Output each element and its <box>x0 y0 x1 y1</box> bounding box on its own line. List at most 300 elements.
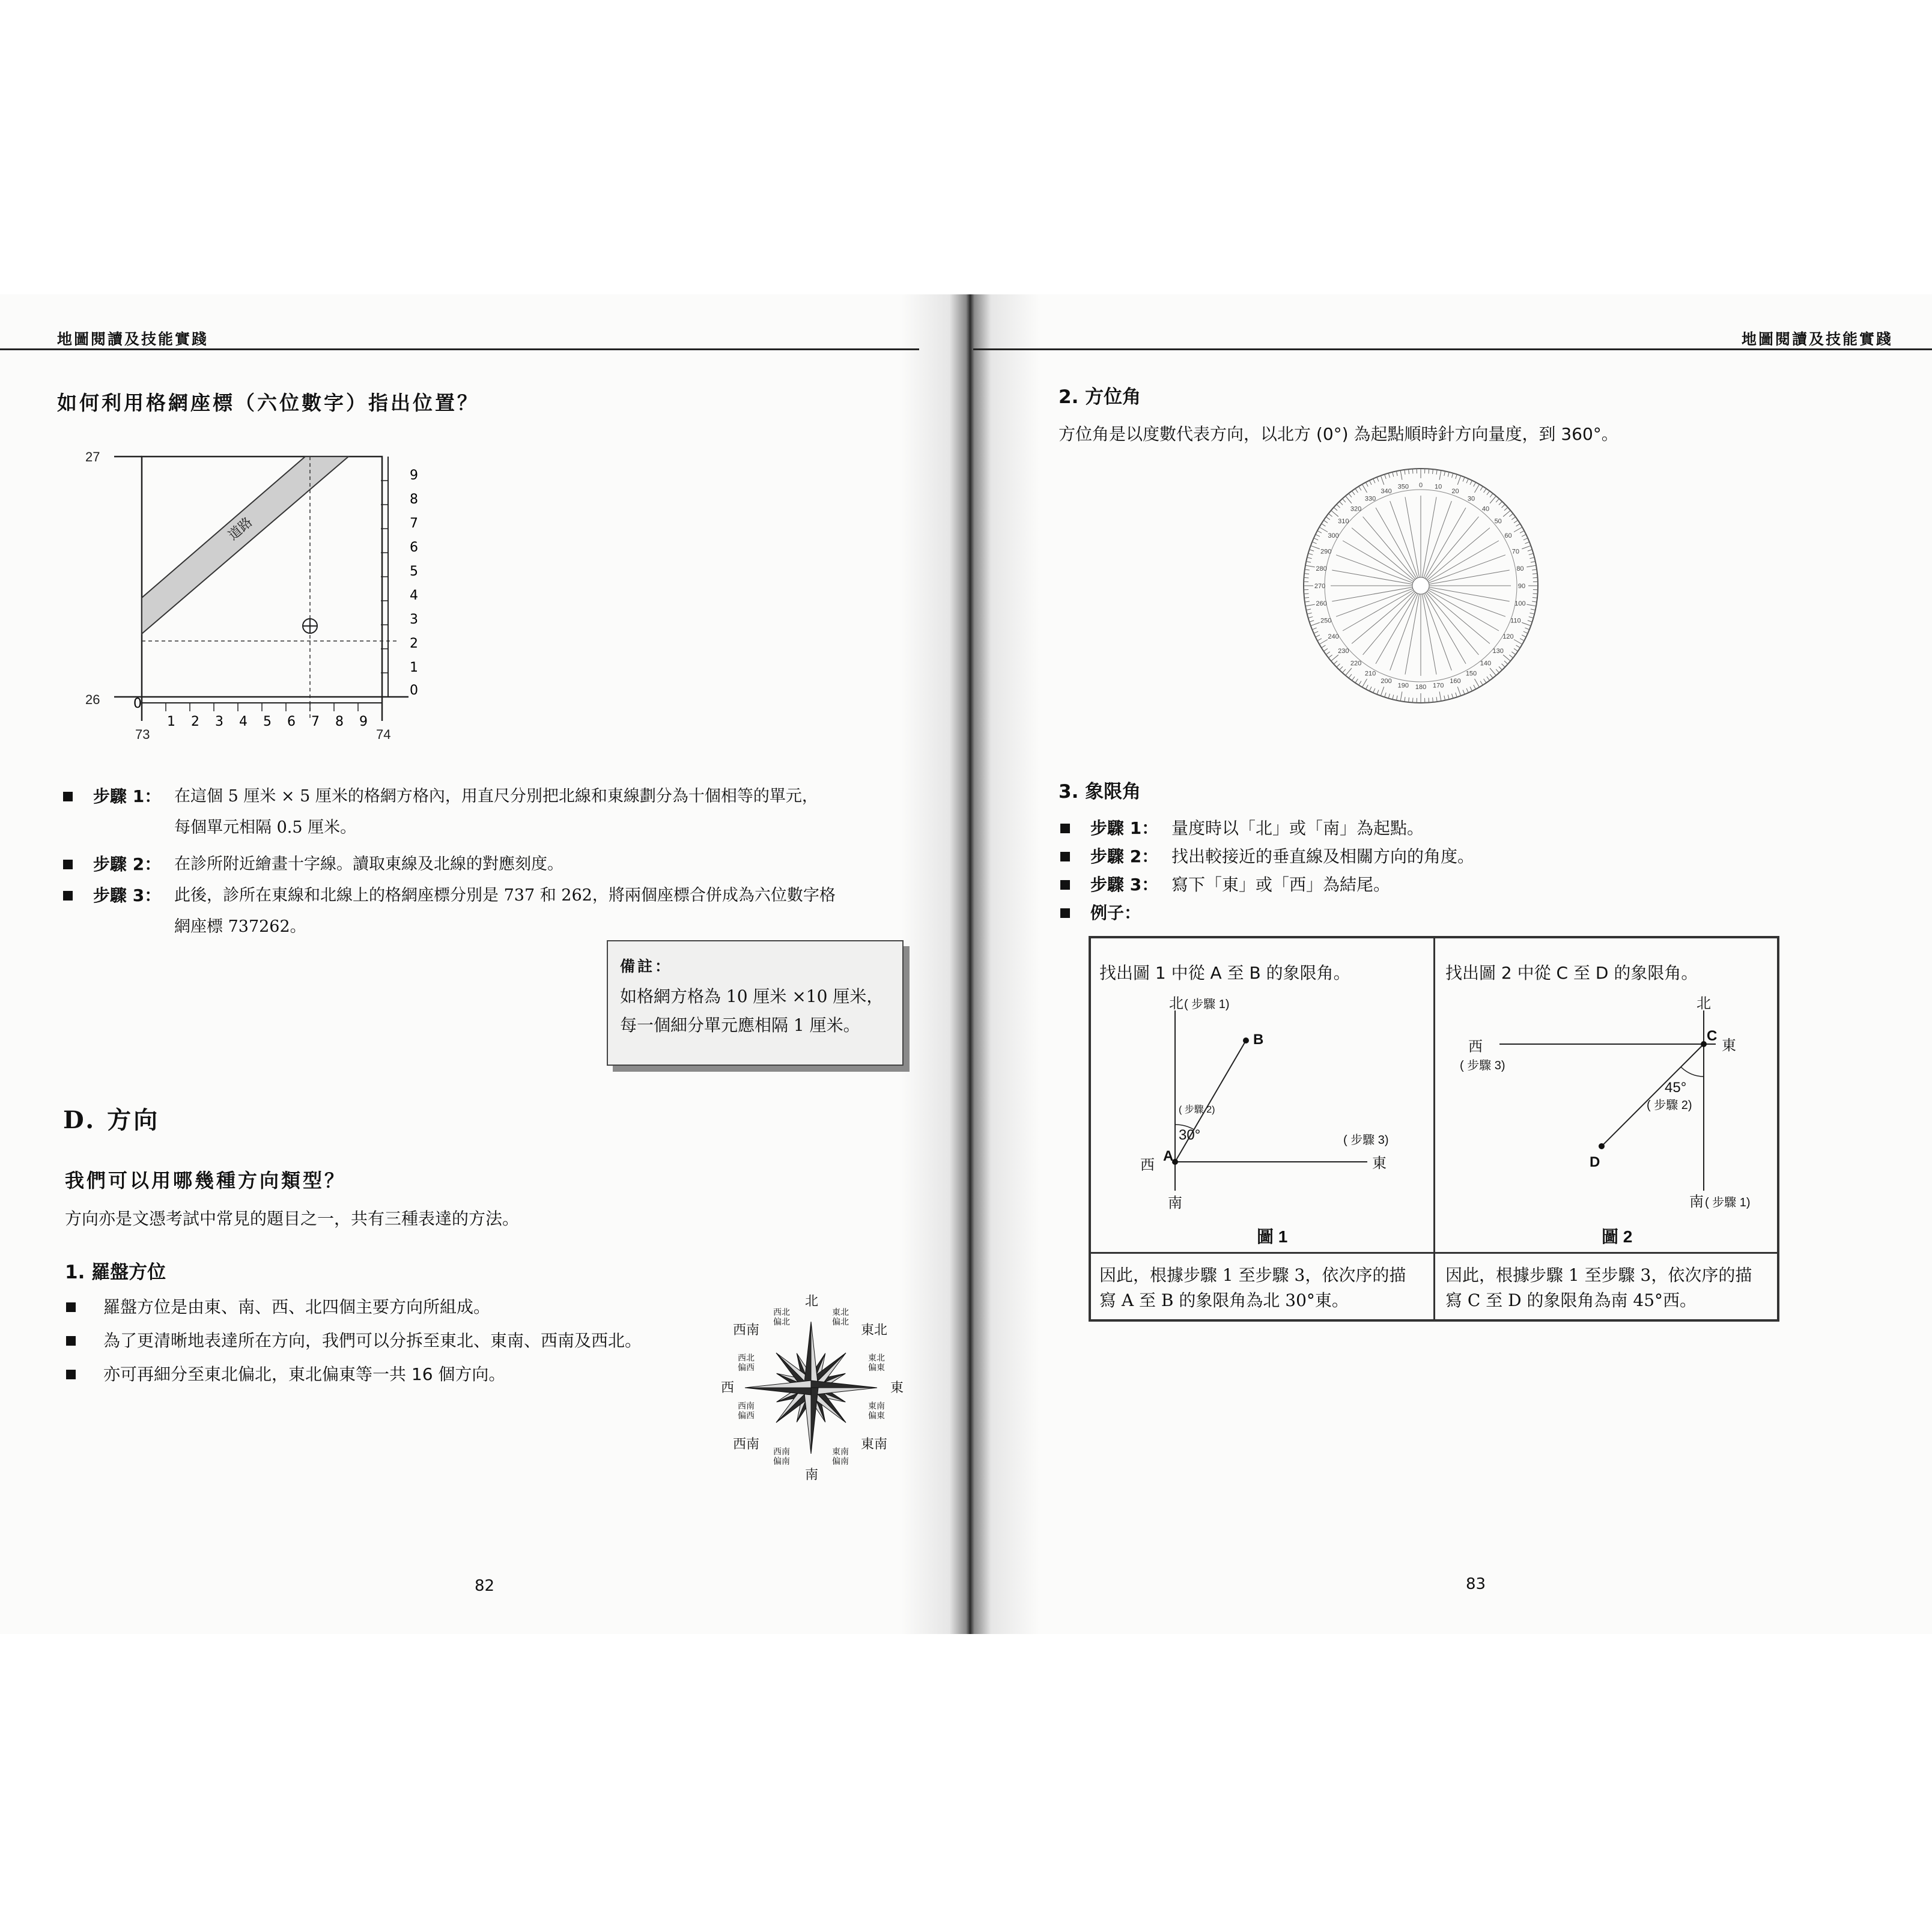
protractor-tick <box>1317 639 1322 641</box>
protractor-tick <box>1509 655 1513 658</box>
protractor-tick <box>1305 565 1315 567</box>
protractor-tick <box>1370 481 1372 485</box>
protractor-tick <box>1317 530 1322 533</box>
protractor-tick <box>1523 631 1528 633</box>
protractor-tick <box>1352 491 1355 494</box>
protractor-tick <box>1319 527 1328 532</box>
protractor-tick <box>1439 691 1441 701</box>
protractor-label: 120 <box>1502 633 1514 640</box>
protractor-tick <box>1463 690 1465 694</box>
compass-sse-1: 東南 <box>832 1447 849 1456</box>
protractor-tick <box>1326 652 1329 655</box>
protractor-label: 190 <box>1397 682 1409 690</box>
protractor-tick <box>1400 470 1402 480</box>
x-tick-label: 9 <box>359 714 368 729</box>
protractor-tick <box>1528 621 1533 622</box>
protractor-tick <box>1439 470 1441 480</box>
protractor-tick <box>1484 679 1486 683</box>
protractor-tick <box>1516 524 1520 526</box>
page-number-right: 83 <box>1466 1575 1486 1593</box>
protractor-tick <box>1474 482 1476 487</box>
quadrant-bullet <box>1060 852 1070 861</box>
quadrant-step-text: 量度時以「北」或「南」為起點。 <box>1171 818 1424 838</box>
example-1-title: 找出圖 1 中從 A 至 B 的象限角。 <box>1099 963 1350 983</box>
protractor-tick <box>1393 472 1394 477</box>
protractor-tick <box>1456 475 1457 479</box>
note-box <box>607 940 904 1066</box>
fig2-west: 西 <box>1468 1039 1483 1055</box>
fig2-point-d: D <box>1590 1154 1600 1170</box>
protractor-label: 210 <box>1364 670 1376 678</box>
protractor-tick <box>1436 470 1437 475</box>
direction-question: 我們可以用哪幾種方向類型？ <box>65 1169 347 1192</box>
protractor-tick <box>1373 479 1375 483</box>
fig2-north: 北 <box>1697 995 1711 1012</box>
road-band <box>142 457 348 634</box>
step-text <box>174 781 818 843</box>
protractor-tick <box>1343 669 1346 673</box>
protractor-tick <box>1526 565 1536 567</box>
protractor-tick <box>1523 538 1528 540</box>
fig1-west: 西 <box>1140 1157 1155 1173</box>
protractor-tick <box>1475 679 1480 687</box>
quadrant-step-label: 步驟 1： <box>1090 818 1159 838</box>
rose-point-dark <box>804 1322 811 1388</box>
protractor-tick <box>1457 687 1460 696</box>
compass-bullet-text: 為了更清晰地表達所在方向，我們可以分拆至東北、東南、西南及西北。 <box>103 1331 642 1350</box>
protractor-tick <box>1388 694 1390 699</box>
fig1-point-a: A <box>1163 1148 1174 1164</box>
protractor-tick <box>1334 508 1337 511</box>
protractor-tick <box>1306 561 1311 562</box>
compass-bullet-mark <box>66 1302 76 1312</box>
fig1-south: 南 <box>1168 1195 1182 1211</box>
rose-point-light <box>804 1388 811 1454</box>
quadrant-step-text: 寫下「東」或「西」為結尾。 <box>1171 875 1391 895</box>
protractor-tick <box>1499 667 1502 670</box>
protractor-label: 320 <box>1350 505 1362 513</box>
protractor-label: 160 <box>1450 677 1461 685</box>
step-label: 步驟 1： <box>93 786 162 806</box>
protractor-tick <box>1456 693 1457 697</box>
protractor-tick <box>1525 628 1529 630</box>
fig1-north: 北 <box>1169 995 1183 1012</box>
compass-rose <box>721 1289 919 1487</box>
step-text-line1: 在這個 5 厘米 × 5 厘米的格網方格內，用直尺分別把北線和東線劃分為十個相等的單元， <box>174 787 818 806</box>
protractor-tick <box>1490 496 1496 503</box>
quadrant-step-label: 步驟 3： <box>1090 875 1159 895</box>
protractor-tick <box>1362 484 1367 493</box>
compass-wsw-2: 偏西 <box>738 1411 755 1420</box>
y-tick-label: 3 <box>410 612 418 627</box>
protractor-tick <box>1436 697 1437 702</box>
protractor-tick <box>1514 527 1522 532</box>
protractor-tick <box>1490 674 1493 678</box>
protractor-tick <box>1531 561 1536 562</box>
protractor-label: 140 <box>1480 660 1492 667</box>
protractor-label: 260 <box>1316 600 1327 608</box>
protractor-label: 130 <box>1492 647 1504 655</box>
x-tick-label: 3 <box>215 714 223 729</box>
protractor-tick <box>1349 493 1352 497</box>
protractor-label: 40 <box>1481 505 1490 513</box>
protractor-label: 240 <box>1328 633 1339 640</box>
fig1-angle: 30° <box>1179 1127 1201 1143</box>
rose-point-dark <box>745 1388 811 1395</box>
protractor-tick <box>1319 640 1328 645</box>
protractor-tick <box>1304 577 1308 578</box>
protractor-tick <box>1490 668 1496 675</box>
protractor-tick <box>1337 664 1340 667</box>
protractor-tick <box>1385 475 1386 479</box>
protractor-tick <box>1312 628 1316 630</box>
protractor-tick <box>1396 696 1397 700</box>
compass-subtitle: 1. 羅盤方位 <box>65 1262 166 1283</box>
protractor-label: 80 <box>1516 565 1524 573</box>
protractor-tick <box>1340 502 1343 505</box>
protractor-tick <box>1331 655 1338 661</box>
compass-e: 東 <box>890 1380 904 1395</box>
protractor-center <box>1412 577 1429 594</box>
azimuth-subtitle: 2. 方位角 <box>1059 386 1141 408</box>
protractor-tick <box>1306 609 1311 610</box>
protractor-tick <box>1396 471 1397 476</box>
azimuth-protractor <box>1298 463 1544 709</box>
protractor-tick <box>1448 472 1449 477</box>
fig2-east: 東 <box>1722 1037 1736 1054</box>
protractor-label: 340 <box>1381 488 1392 496</box>
compass-ssw-1: 西南 <box>773 1447 790 1456</box>
protractor-label: 280 <box>1316 565 1327 573</box>
protractor-label: 270 <box>1314 583 1326 590</box>
protractor-tick <box>1377 477 1379 481</box>
compass-nnw-1: 西北 <box>773 1307 790 1317</box>
x-tick-label: 4 <box>239 714 248 729</box>
fig2-south-step: ( 步驟 1) <box>1705 1196 1751 1209</box>
rose-point-light <box>745 1381 811 1388</box>
protractor-label: 100 <box>1514 600 1526 608</box>
protractor-tick <box>1503 655 1510 661</box>
compass-nw: 西南 <box>733 1322 760 1337</box>
x-tick-label: 2 <box>191 714 199 729</box>
compass-bullet-text: 亦可再細分至東北偏北，東北偏東等一共 16 個方向。 <box>103 1364 506 1384</box>
rose-point-light <box>811 1322 818 1388</box>
protractor-tick <box>1326 517 1329 520</box>
protractor-tick <box>1370 687 1372 691</box>
azimuth-text: 方位角是以度數代表方向，以北方 (0°) 為起點順時針方向量度，到 360°。 <box>1059 424 1618 444</box>
x-tick-label: 5 <box>263 714 272 729</box>
protractor-tick <box>1412 698 1413 703</box>
section-title-direction: D. 方向 <box>63 1106 160 1134</box>
protractor-tick <box>1490 493 1493 497</box>
protractor-label: 230 <box>1338 647 1349 655</box>
y-tick-label: 8 <box>410 492 418 507</box>
step-bullet <box>63 860 73 869</box>
direction-intro: 方向亦是文憑考試中常見的題目之一，共有三種表達的方法。 <box>65 1209 520 1229</box>
protractor-tick <box>1322 645 1326 648</box>
protractor-tick <box>1334 661 1337 664</box>
note-line-1: 如格網方格為 10 厘米 ×10 厘米， <box>620 986 884 1006</box>
x-tick-label: 6 <box>287 714 296 729</box>
protractor-tick <box>1509 514 1513 517</box>
protractor-tick <box>1352 676 1355 680</box>
protractor-tick <box>1316 535 1320 537</box>
protractor-tick <box>1457 476 1460 485</box>
quadrant-step-label: 步驟 2： <box>1090 846 1159 866</box>
compass-ne: 東北 <box>861 1322 888 1337</box>
protractor-tick <box>1359 681 1361 685</box>
protractor-tick <box>1322 524 1326 526</box>
left-running-header: 地圖閱讀及技能實踐 <box>57 330 209 348</box>
protractor-tick <box>1522 622 1531 625</box>
protractor-tick <box>1337 505 1340 508</box>
protractor-tick <box>1308 553 1313 554</box>
protractor-tick <box>1529 553 1534 554</box>
protractor-tick <box>1487 676 1490 680</box>
compass-wnw-1: 西北 <box>738 1353 755 1362</box>
x-tick-label: 7 <box>311 714 320 729</box>
protractor-label: 70 <box>1511 548 1519 556</box>
protractor-tick <box>1323 520 1328 523</box>
compass-ese-2: 偏東 <box>868 1411 885 1420</box>
grid-reference-figure <box>72 439 457 751</box>
quadrant-step-text: 找出較接近的垂直線及相關方向的角度。 <box>1171 846 1475 866</box>
road-label: 道路 <box>225 514 255 543</box>
example-2-result-line2: 寫 C 至 D 的象限角為南 45°西。 <box>1445 1290 1697 1310</box>
figure-1 <box>1115 992 1427 1251</box>
protractor-tick <box>1412 469 1413 473</box>
protractor-label: 20 <box>1451 488 1459 496</box>
protractor-tick <box>1530 557 1534 559</box>
protractor-label: 30 <box>1467 495 1475 503</box>
protractor-label: 350 <box>1397 483 1409 491</box>
protractor-tick <box>1526 604 1536 606</box>
compass-wsw-1: 西南 <box>738 1401 755 1411</box>
protractor-label: 220 <box>1350 660 1362 667</box>
fig2-step2: ( 步驟 2) <box>1647 1099 1692 1112</box>
protractor-tick <box>1503 511 1510 517</box>
fig2-west-step: ( 步驟 3) <box>1460 1059 1505 1072</box>
figure-2 <box>1451 992 1776 1251</box>
y-tick-label: 2 <box>410 636 418 651</box>
protractor-tick <box>1511 517 1515 520</box>
protractor-tick <box>1343 499 1346 502</box>
protractor-label: 250 <box>1320 617 1332 625</box>
quadrant-step-label: 例子： <box>1090 903 1141 923</box>
protractor-tick <box>1385 693 1386 697</box>
protractor-tick <box>1400 691 1402 701</box>
fig1-step3: ( 步驟 3) <box>1343 1134 1389 1147</box>
protractor-tick <box>1359 487 1361 491</box>
protractor-tick <box>1502 664 1505 667</box>
protractor-tick <box>1448 694 1449 699</box>
protractor-tick <box>1496 499 1499 502</box>
protractor-tick <box>1305 601 1310 602</box>
protractor-tick <box>1525 542 1529 544</box>
protractor-tick <box>1310 550 1314 551</box>
protractor-tick <box>1452 694 1453 699</box>
protractor-label: 10 <box>1435 483 1442 491</box>
protractor-label: 50 <box>1494 518 1502 526</box>
compass-bullet-text: 羅盤方位是由東、南、西、北四個主要方向所組成。 <box>103 1297 491 1317</box>
protractor-tick <box>1346 496 1352 503</box>
protractor-tick <box>1314 538 1318 540</box>
protractor-tick <box>1487 491 1490 494</box>
protractor-tick <box>1340 667 1343 670</box>
step-text-line2: 網座標 737262。 <box>174 917 306 936</box>
protractor-tick <box>1381 687 1384 696</box>
rose-point-dark <box>811 1388 818 1454</box>
compass-wnw-2: 偏西 <box>738 1362 755 1372</box>
protractor-tick <box>1511 652 1515 655</box>
example-2-result <box>1445 1263 1752 1313</box>
compass-ene-2: 偏東 <box>868 1362 885 1372</box>
fig1-caption: 圖 1 <box>1257 1227 1288 1246</box>
north-label-27: 27 <box>85 449 100 464</box>
fig1-east: 東 <box>1372 1155 1387 1171</box>
protractor-label: 300 <box>1328 532 1339 539</box>
protractor-tick <box>1311 622 1320 625</box>
example-1-result <box>1099 1263 1406 1313</box>
east-label-74: 74 <box>376 727 391 742</box>
east-label-73: 73 <box>135 727 150 742</box>
protractor-tick <box>1532 601 1537 602</box>
protractor-tick <box>1316 635 1320 637</box>
page-number-left: 82 <box>475 1577 495 1595</box>
x-tick-label: 1 <box>167 714 175 729</box>
example-1-result-line2: 寫 A 至 B 的象限角為北 30°東。 <box>1099 1290 1349 1310</box>
protractor-tick <box>1474 685 1476 689</box>
protractor-tick <box>1516 645 1520 648</box>
protractor-tick <box>1362 679 1367 687</box>
step-label: 步驟 2： <box>93 854 162 874</box>
protractor-tick <box>1355 679 1358 683</box>
protractor-tick <box>1480 681 1483 685</box>
protractor-tick <box>1496 669 1499 673</box>
protractor-tick <box>1475 484 1480 493</box>
protractor-tick <box>1308 617 1313 618</box>
protractor-tick <box>1514 520 1518 523</box>
protractor-tick <box>1305 604 1315 606</box>
protractor-tick <box>1522 535 1526 537</box>
compass-ene-1: 東北 <box>868 1353 885 1362</box>
right-running-header: 地圖閱讀及技能實踐 <box>1741 330 1893 348</box>
note-title: 備註： <box>620 958 673 975</box>
step-text <box>174 849 564 880</box>
fig2-caption: 圖 2 <box>1602 1227 1633 1246</box>
protractor-tick <box>1530 613 1534 614</box>
protractor-tick <box>1452 473 1453 478</box>
quadrant-bullet <box>1060 880 1070 890</box>
compass-se: 東南 <box>861 1436 888 1451</box>
protractor-tick <box>1307 557 1312 559</box>
y-tick-label: 0 <box>410 683 418 698</box>
fig2-point-c: C <box>1707 1028 1718 1044</box>
protractor-tick <box>1514 640 1522 645</box>
grid-heading: 如何利用格網座標（六位數字）指出位置？ <box>57 391 479 415</box>
protractor-label: 330 <box>1364 495 1376 503</box>
example-2-title: 找出圖 2 中從 C 至 D 的象限角。 <box>1445 963 1698 983</box>
compass-w: 西 <box>721 1380 735 1395</box>
protractor-tick <box>1328 655 1332 658</box>
protractor-tick <box>1522 545 1531 548</box>
protractor-tick <box>1533 577 1538 578</box>
north-label-26: 26 <box>85 692 100 707</box>
compass-n: 北 <box>805 1293 819 1308</box>
y-tick-label: 7 <box>410 516 418 531</box>
protractor-tick <box>1388 473 1390 478</box>
protractor-tick <box>1349 674 1352 678</box>
protractor-tick <box>1314 631 1318 633</box>
y-tick-label: 5 <box>410 564 418 579</box>
protractor-label: 200 <box>1381 677 1392 685</box>
step-bullet <box>63 792 73 801</box>
y-tick-label: 4 <box>410 588 418 603</box>
example-table <box>1089 936 1779 1322</box>
compass-ssw-2: 偏南 <box>773 1456 790 1466</box>
protractor-label: 150 <box>1465 670 1477 678</box>
protractor-tick <box>1307 613 1312 614</box>
compass-bullet-mark <box>66 1336 76 1346</box>
compass-s: 南 <box>805 1467 819 1482</box>
protractor-label: 310 <box>1338 518 1349 526</box>
fig2-angle: 45° <box>1665 1080 1687 1096</box>
example-2-result-line1: 因此，根據步驟 1 至步驟 3，依次序的描 <box>1445 1265 1752 1285</box>
protractor-label: 60 <box>1504 532 1512 539</box>
y-tick-label: 6 <box>410 540 418 555</box>
protractor-label: 180 <box>1415 684 1427 691</box>
protractor-tick <box>1373 688 1375 693</box>
protractor-tick <box>1311 545 1320 548</box>
protractor-tick <box>1310 621 1314 622</box>
example-1-result-line1: 因此，根據步驟 1 至步驟 3，依次序的描 <box>1099 1265 1406 1285</box>
protractor-tick <box>1499 502 1502 505</box>
protractor-tick <box>1520 530 1524 533</box>
protractor-tick <box>1346 668 1352 675</box>
compass-ese-1: 東南 <box>868 1401 885 1411</box>
x-tick-label: 0 <box>133 696 142 711</box>
compass-bullet-mark <box>66 1370 76 1379</box>
protractor-tick <box>1377 690 1379 694</box>
fig2-south: 南 <box>1689 1194 1704 1210</box>
protractor-tick <box>1529 617 1534 618</box>
y-tick-label: 9 <box>410 468 418 483</box>
compass-nnw-2: 偏北 <box>773 1317 790 1326</box>
quadrant-bullet <box>1060 908 1070 918</box>
fig1-north-step: ( 步驟 1) <box>1184 998 1230 1011</box>
protractor-tick <box>1514 649 1518 651</box>
protractor-label: 290 <box>1320 548 1332 556</box>
compass-sse-2: 偏南 <box>832 1456 849 1466</box>
quadrant-subtitle: 3. 象限角 <box>1059 781 1141 803</box>
protractor-tick <box>1365 482 1368 487</box>
protractor-tick <box>1504 661 1508 664</box>
protractor-tick <box>1520 639 1524 641</box>
protractor-label: 110 <box>1510 617 1521 625</box>
protractor-tick <box>1522 635 1526 637</box>
fig1-step2: ( 步驟 2) <box>1179 1105 1215 1115</box>
step-text-line2: 每個單元相隔 0.5 厘米。 <box>174 818 357 837</box>
rose-point-light <box>811 1388 877 1395</box>
protractor-tick <box>1504 508 1508 511</box>
protractor-tick <box>1484 488 1486 493</box>
step-text-line1: 在診所附近繪畫十字線。讀取東線及北線的對應刻度。 <box>174 855 564 873</box>
protractor-label: 90 <box>1517 583 1526 590</box>
rose-point-dark <box>811 1381 877 1388</box>
protractor-tick <box>1312 542 1316 544</box>
protractor-label: 0 <box>1418 482 1423 489</box>
x-tick-label: 8 <box>335 714 344 729</box>
